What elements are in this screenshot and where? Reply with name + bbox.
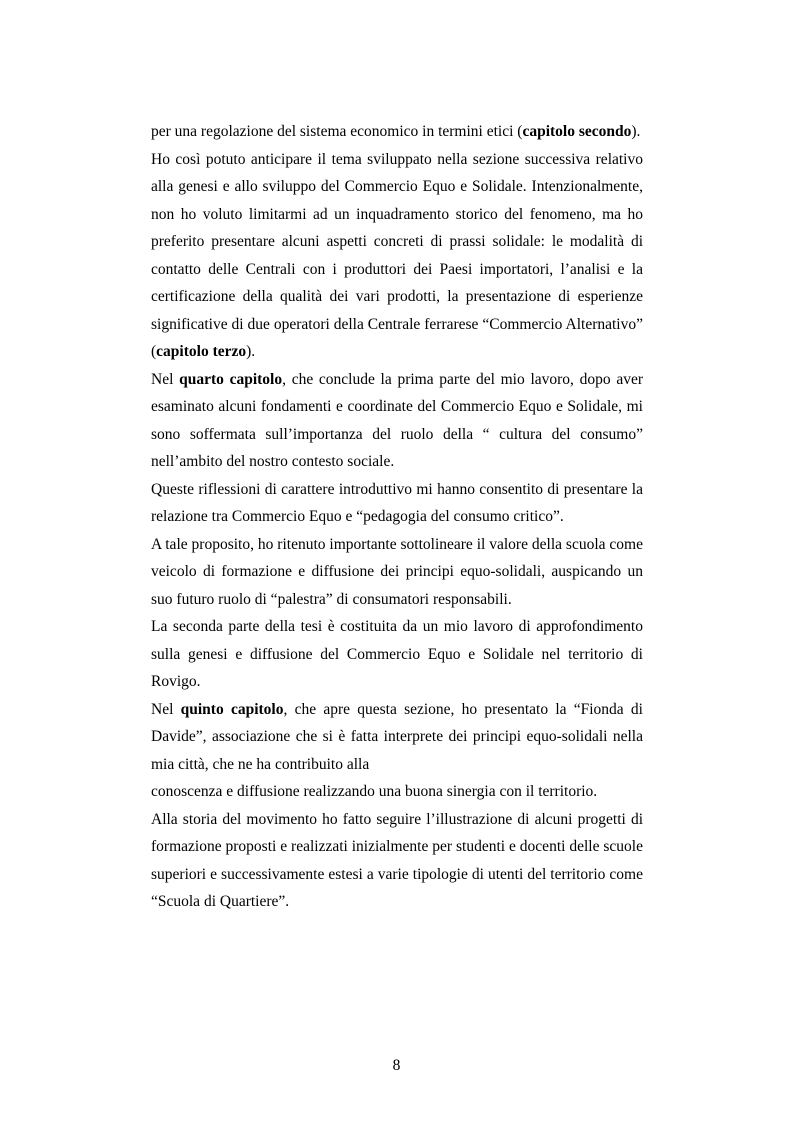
text-run: La seconda parte della tesi è costituita da un mio lavoro di approfondimento sulla genesi e diffusione del Commercio Equo e Solidale nel territorio di Rovigo. [151,618,643,690]
paragraph [151,531,643,614]
paragraph [151,806,643,916]
text-run: , che conclude la prima parte del mio lavoro, dopo aver esaminato alcuni fondamenti e coordinate del Commercio Equo e Solidale, mi sono soffermata sull’importanza del ruolo della “ cultura del consumo” nell’ambito del nostro contesto sociale. [151,370,643,470]
paragraph [151,118,643,146]
bold-text-run: quinto capitolo [180,700,284,718]
bold-text-run: capitolo secondo [522,123,632,140]
paragraph [151,366,643,476]
text-run: A tale proposito, ho ritenuto importante sottolineare il valore della scuola come veicolo di formazione e diffusione dei principi equo-solidali, auspicando un suo futuro ruolo di “palestra” di consumatori responsabili. [151,535,643,608]
text-run: Nel [151,370,180,388]
paragraph [151,696,643,779]
paragraph [151,613,643,696]
text-run: ). [246,343,256,360]
page-number: 8 [392,1057,401,1074]
text-run: , che apre questa sezione, ho presentato la “Fionda di Davide”, associazione che si è fatta interprete dei principi equo-solidali nella mia città, che ne ha contribuito alla [151,700,643,773]
text-run: Nel [151,700,181,718]
text-run: Queste riflessioni di carattere introduttivo mi hanno consentito di presentare la relazione tra Commercio Equo e “pedagogia del consumo critico”. [151,480,643,525]
paragraph [151,146,643,366]
bold-text-run: capitolo terzo [156,343,247,360]
bold-text-run: quarto capitolo [179,370,283,388]
text-run: ). [631,123,641,140]
text-run: Ho così potuto anticipare il tema sviluppato nella sezione successiva relativo alla genesi e allo sviluppo del Commercio Equo e Solidale. Intenzionalmente, non ho voluto limitarmi ad un inquadramento storico del fenomeno, ma ho preferito presentare alcuni aspetti concreti di prassi solidale: le modalità di contatto delle Centrali con i produttori dei Paesi importatori, l’analisi e la certificazione della qualità dei vari prodotti, la presentazione di esperienze significative di due operatori della Centrale ferrarese “Commercio Alternativo” ( [151,150,643,360]
text-run: conoscenza e diffusione realizzando una buona sinergia con il territorio. [151,783,598,800]
paragraph [151,476,643,531]
text-run: per una regolazione del sistema economico in termini etici ( [151,123,523,140]
text-run: Alla storia del movimento ho fatto seguire l’illustrazione di alcuni progetti di formazione proposti e realizzati inizialmente per studenti e docenti delle scuole superiori e successivamente estesi a varie tipologie di utenti del territorio come “Scuola di Quartiere”. [151,810,643,910]
paragraph [151,778,643,806]
body-text [151,118,643,916]
